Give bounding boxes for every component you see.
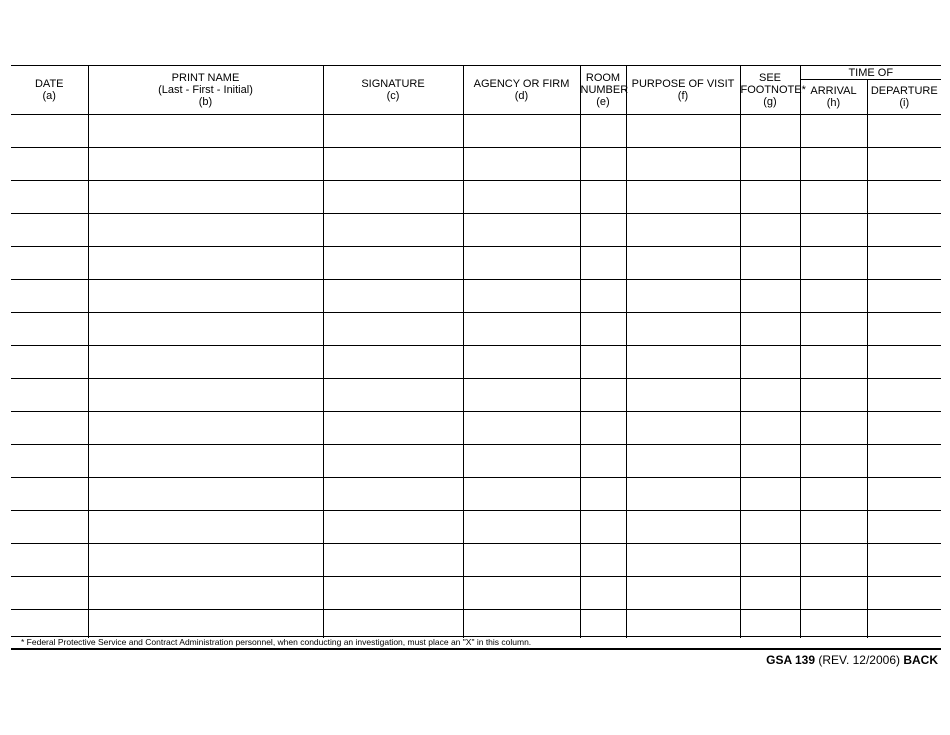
col-header-signature: SIGNATURE (c) bbox=[323, 66, 463, 115]
entry-cell-signature[interactable] bbox=[323, 610, 463, 639]
entry-cell-arrival[interactable] bbox=[800, 379, 867, 412]
entry-cell-signature[interactable] bbox=[323, 511, 463, 544]
entry-cell-signature[interactable] bbox=[323, 313, 463, 346]
entry-cell-agency[interactable] bbox=[463, 610, 580, 639]
entry-cell-signature[interactable] bbox=[323, 115, 463, 148]
entry-cell-see-footnote[interactable] bbox=[740, 445, 800, 478]
entry-cell-purpose[interactable] bbox=[626, 610, 740, 639]
table-row bbox=[11, 379, 941, 412]
entry-cell-departure[interactable] bbox=[867, 412, 941, 445]
bottom-rule bbox=[11, 648, 941, 650]
entry-cell-print-name[interactable] bbox=[88, 610, 323, 639]
entry-cell-arrival[interactable] bbox=[800, 445, 867, 478]
entry-cell-agency[interactable] bbox=[463, 214, 580, 247]
entry-cell-purpose[interactable] bbox=[626, 577, 740, 610]
entry-cell-see-footnote[interactable] bbox=[740, 148, 800, 181]
entry-cell-room-number[interactable] bbox=[580, 544, 626, 577]
form-revision: (REV. 12/2006) bbox=[818, 653, 900, 667]
table-row bbox=[11, 610, 941, 639]
entry-cell-see-footnote[interactable] bbox=[740, 478, 800, 511]
entry-cell-date[interactable] bbox=[11, 577, 88, 610]
entry-cell-agency[interactable] bbox=[463, 115, 580, 148]
entry-cell-purpose[interactable] bbox=[626, 412, 740, 445]
entry-cell-departure[interactable] bbox=[867, 445, 941, 478]
col-header-date: DATE (a) bbox=[11, 66, 88, 115]
entry-cell-print-name[interactable] bbox=[88, 346, 323, 379]
entry-cell-room-number[interactable] bbox=[580, 115, 626, 148]
entry-cell-date[interactable] bbox=[11, 412, 88, 445]
entry-cell-see-footnote[interactable] bbox=[740, 115, 800, 148]
entry-cell-arrival[interactable] bbox=[800, 478, 867, 511]
table-row bbox=[11, 313, 941, 346]
entry-cell-departure[interactable] bbox=[867, 115, 941, 148]
entry-cell-date[interactable] bbox=[11, 379, 88, 412]
entry-cell-room-number[interactable] bbox=[580, 280, 626, 313]
col-header-agency: AGENCY OR FIRM (d) bbox=[463, 66, 580, 115]
entry-cell-print-name[interactable] bbox=[88, 313, 323, 346]
entry-cell-agency[interactable] bbox=[463, 478, 580, 511]
table-row bbox=[11, 511, 941, 544]
entry-cell-arrival[interactable] bbox=[800, 610, 867, 639]
entry-cell-purpose[interactable] bbox=[626, 148, 740, 181]
entry-cell-signature[interactable] bbox=[323, 445, 463, 478]
entry-cell-date[interactable] bbox=[11, 115, 88, 148]
entry-cell-date[interactable] bbox=[11, 181, 88, 214]
entry-cell-see-footnote[interactable] bbox=[740, 214, 800, 247]
entry-cell-departure[interactable] bbox=[867, 148, 941, 181]
table-row bbox=[11, 412, 941, 445]
entry-cell-date[interactable] bbox=[11, 478, 88, 511]
entry-cell-date[interactable] bbox=[11, 280, 88, 313]
col-header-see-footnote: SEE FOOTNOTE* (g) bbox=[740, 66, 800, 115]
entry-cell-departure[interactable] bbox=[867, 379, 941, 412]
entry-cell-arrival[interactable] bbox=[800, 412, 867, 445]
entry-cell-room-number[interactable] bbox=[580, 313, 626, 346]
table-row bbox=[11, 115, 941, 148]
col-header-arrival: ARRIVAL (h) bbox=[800, 80, 867, 115]
entry-cell-arrival[interactable] bbox=[800, 346, 867, 379]
entry-cell-purpose[interactable] bbox=[626, 346, 740, 379]
entry-cell-signature[interactable] bbox=[323, 412, 463, 445]
entry-cell-purpose[interactable] bbox=[626, 247, 740, 280]
entry-cell-room-number[interactable] bbox=[580, 346, 626, 379]
table-row bbox=[11, 148, 941, 181]
entry-cell-print-name[interactable] bbox=[88, 412, 323, 445]
entry-cell-arrival[interactable] bbox=[800, 280, 867, 313]
entry-cell-departure[interactable] bbox=[867, 544, 941, 577]
entry-cell-agency[interactable] bbox=[463, 445, 580, 478]
entry-cell-see-footnote[interactable] bbox=[740, 544, 800, 577]
entry-cell-date[interactable] bbox=[11, 511, 88, 544]
table-row bbox=[11, 445, 941, 478]
entry-cell-see-footnote[interactable] bbox=[740, 313, 800, 346]
entry-cell-agency[interactable] bbox=[463, 148, 580, 181]
col-header-departure: DEPARTURE (i) bbox=[867, 80, 941, 115]
table-row bbox=[11, 181, 941, 214]
entry-cell-print-name[interactable] bbox=[88, 247, 323, 280]
entry-cell-see-footnote[interactable] bbox=[740, 346, 800, 379]
entry-cell-date[interactable] bbox=[11, 346, 88, 379]
entry-cell-room-number[interactable] bbox=[580, 412, 626, 445]
entry-cell-departure[interactable] bbox=[867, 577, 941, 610]
entry-cell-room-number[interactable] bbox=[580, 445, 626, 478]
entry-cell-departure[interactable] bbox=[867, 247, 941, 280]
table-row bbox=[11, 478, 941, 511]
entry-cell-date[interactable] bbox=[11, 148, 88, 181]
entry-cell-see-footnote[interactable] bbox=[740, 610, 800, 639]
entry-cell-see-footnote[interactable] bbox=[740, 280, 800, 313]
entry-cell-purpose[interactable] bbox=[626, 511, 740, 544]
entry-cell-room-number[interactable] bbox=[580, 148, 626, 181]
table-row bbox=[11, 214, 941, 247]
entry-cell-arrival[interactable] bbox=[800, 181, 867, 214]
entry-cell-signature[interactable] bbox=[323, 379, 463, 412]
entry-cell-arrival[interactable] bbox=[800, 214, 867, 247]
table-row bbox=[11, 544, 941, 577]
entry-cell-arrival[interactable] bbox=[800, 577, 867, 610]
entry-cell-print-name[interactable] bbox=[88, 280, 323, 313]
entry-cell-signature[interactable] bbox=[323, 577, 463, 610]
entry-cell-print-name[interactable] bbox=[88, 181, 323, 214]
entry-cell-signature[interactable] bbox=[323, 346, 463, 379]
entry-cell-departure[interactable] bbox=[867, 511, 941, 544]
entry-cell-purpose[interactable] bbox=[626, 478, 740, 511]
entry-cell-purpose[interactable] bbox=[626, 280, 740, 313]
entry-cell-see-footnote[interactable] bbox=[740, 511, 800, 544]
entry-cell-purpose[interactable] bbox=[626, 544, 740, 577]
entry-cell-departure[interactable] bbox=[867, 313, 941, 346]
entry-cell-agency[interactable] bbox=[463, 346, 580, 379]
entry-cell-departure[interactable] bbox=[867, 214, 941, 247]
entry-cell-agency[interactable] bbox=[463, 379, 580, 412]
entry-cell-see-footnote[interactable] bbox=[740, 181, 800, 214]
entry-cell-signature[interactable] bbox=[323, 148, 463, 181]
entry-cell-agency[interactable] bbox=[463, 280, 580, 313]
entry-cell-signature[interactable] bbox=[323, 544, 463, 577]
entry-cell-room-number[interactable] bbox=[580, 379, 626, 412]
entry-cell-purpose[interactable] bbox=[626, 313, 740, 346]
entry-cell-room-number[interactable] bbox=[580, 478, 626, 511]
entry-cell-purpose[interactable] bbox=[626, 214, 740, 247]
entry-cell-departure[interactable] bbox=[867, 610, 941, 639]
entry-cell-see-footnote[interactable] bbox=[740, 379, 800, 412]
entry-cell-print-name[interactable] bbox=[88, 577, 323, 610]
footnote-text: * Federal Protective Service and Contract Administration personnel, when conducting an investigation, must place an "X" in this column. bbox=[11, 636, 941, 648]
entry-cell-print-name[interactable] bbox=[88, 148, 323, 181]
entry-cell-print-name[interactable] bbox=[88, 544, 323, 577]
entry-cell-see-footnote[interactable] bbox=[740, 412, 800, 445]
entry-cell-agency[interactable] bbox=[463, 313, 580, 346]
entry-cell-agency[interactable] bbox=[463, 544, 580, 577]
entry-cell-date[interactable] bbox=[11, 214, 88, 247]
entry-cell-departure[interactable] bbox=[867, 280, 941, 313]
entry-cell-date[interactable] bbox=[11, 544, 88, 577]
entry-cell-arrival[interactable] bbox=[800, 247, 867, 280]
entry-cell-date[interactable] bbox=[11, 610, 88, 639]
entry-cell-print-name[interactable] bbox=[88, 379, 323, 412]
table-row bbox=[11, 346, 941, 379]
form-side: BACK bbox=[903, 653, 938, 667]
col-header-purpose: PURPOSE OF VISIT (f) bbox=[626, 66, 740, 115]
entry-cell-agency[interactable] bbox=[463, 412, 580, 445]
col-header-room-number: ROOM NUMBER (e) bbox=[580, 66, 626, 115]
visitor-log-table bbox=[11, 65, 941, 638]
entry-cell-room-number[interactable] bbox=[580, 511, 626, 544]
entry-cell-signature[interactable] bbox=[323, 214, 463, 247]
table-row bbox=[11, 247, 941, 280]
entry-cell-print-name[interactable] bbox=[88, 511, 323, 544]
entry-cell-arrival[interactable] bbox=[800, 544, 867, 577]
entry-cell-room-number[interactable] bbox=[580, 214, 626, 247]
entry-cell-arrival[interactable] bbox=[800, 313, 867, 346]
entry-cell-print-name[interactable] bbox=[88, 115, 323, 148]
col-header-time-of: TIME OF bbox=[800, 66, 941, 80]
col-header-print-name: PRINT NAME (Last - First - Initial) (b) bbox=[88, 66, 323, 115]
entry-cell-room-number[interactable] bbox=[580, 247, 626, 280]
entry-cell-date[interactable] bbox=[11, 247, 88, 280]
entry-cell-purpose[interactable] bbox=[626, 115, 740, 148]
entry-cell-agency[interactable] bbox=[463, 511, 580, 544]
entry-cell-signature[interactable] bbox=[323, 181, 463, 214]
table-row bbox=[11, 577, 941, 610]
entry-cell-agency[interactable] bbox=[463, 577, 580, 610]
entry-cell-room-number[interactable] bbox=[580, 577, 626, 610]
entry-cell-arrival[interactable] bbox=[800, 115, 867, 148]
entry-cell-signature[interactable] bbox=[323, 247, 463, 280]
entry-cell-purpose[interactable] bbox=[626, 445, 740, 478]
entry-cell-see-footnote[interactable] bbox=[740, 247, 800, 280]
entry-cell-date[interactable] bbox=[11, 445, 88, 478]
entry-cell-print-name[interactable] bbox=[88, 214, 323, 247]
entry-cell-departure[interactable] bbox=[867, 181, 941, 214]
table-row bbox=[11, 280, 941, 313]
entry-cell-purpose[interactable] bbox=[626, 181, 740, 214]
visitor-log-rows bbox=[11, 115, 941, 639]
form-identifier bbox=[766, 653, 938, 667]
entry-cell-agency[interactable] bbox=[463, 247, 580, 280]
entry-cell-agency[interactable] bbox=[463, 181, 580, 214]
entry-cell-room-number[interactable] bbox=[580, 610, 626, 639]
entry-cell-departure[interactable] bbox=[867, 346, 941, 379]
form-number: GSA 139 bbox=[766, 653, 816, 667]
visitor-log-form bbox=[11, 65, 941, 638]
entry-cell-arrival[interactable] bbox=[800, 511, 867, 544]
entry-cell-see-footnote[interactable] bbox=[740, 577, 800, 610]
entry-cell-departure[interactable] bbox=[867, 478, 941, 511]
entry-cell-purpose[interactable] bbox=[626, 379, 740, 412]
entry-cell-room-number[interactable] bbox=[580, 181, 626, 214]
entry-cell-arrival[interactable] bbox=[800, 148, 867, 181]
entry-cell-print-name[interactable] bbox=[88, 445, 323, 478]
entry-cell-date[interactable] bbox=[11, 313, 88, 346]
entry-cell-signature[interactable] bbox=[323, 478, 463, 511]
entry-cell-signature[interactable] bbox=[323, 280, 463, 313]
entry-cell-print-name[interactable] bbox=[88, 478, 323, 511]
